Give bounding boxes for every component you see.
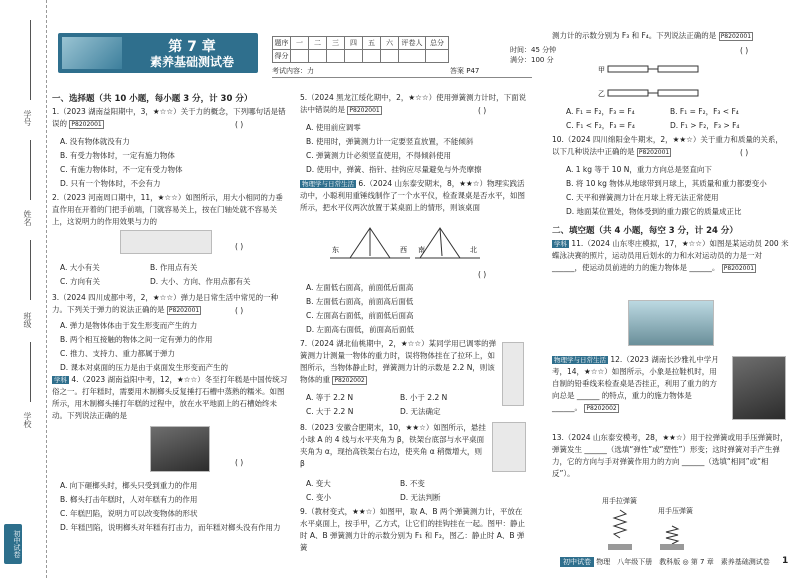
divider — [272, 77, 532, 78]
option-c: C. F₁ < F₂，F₃ = F₄ — [566, 121, 635, 130]
plumb-line-right — [440, 228, 442, 256]
option-d: D. 课本对桌面的压力是由于桌面发生形变而产生的 — [60, 363, 229, 372]
option-c: C. 天平和弹簧测力计在月球上将无法正常使用 — [566, 193, 719, 202]
option-c: C. 大于 2.2 N — [306, 407, 354, 416]
question-code: P8202001 — [168, 307, 200, 314]
option-d: D. 只有一个物体时，不会有力 — [60, 179, 161, 188]
answer-paren[interactable]: ( ) — [235, 458, 244, 467]
option-b: B. 榔头打击年糕时，人对年糕有力的作用 — [60, 495, 198, 504]
question-4 — [52, 374, 288, 422]
score-cell: 一 — [291, 37, 309, 50]
option-c: C. 方向有关 — [60, 277, 101, 286]
question-6 — [300, 178, 528, 214]
score-input[interactable] — [327, 50, 345, 63]
question-code: P8202001 — [638, 149, 670, 156]
option-d: D. 无法判断 — [400, 493, 441, 502]
subject-tag: 物理学与日常生活 — [554, 356, 606, 364]
option-d: D. F₁ > F₂，F₃ > F₄ — [670, 121, 740, 130]
option-a: A. 弹力是物体体由于发生形变而产生的力 — [60, 321, 198, 330]
option-b: B. F₁ = F₂，F₃ < F₄ — [670, 107, 739, 116]
binding-label-school: 学校 — [23, 412, 32, 428]
section-title-choice: 一、选择题（共 10 小题，每小题 3 分，计 30 分） — [52, 94, 253, 104]
footer-text: 物理 八年级下册 教科版 ◎ 第 7 章 素养基础测试卷 — [596, 558, 770, 566]
question-stem: 1.（2023 湖南益阳期中，3，★☆☆）关于力的概念，下列哪句话是错误的 — [52, 107, 286, 128]
option-a: A. 等于 2.2 N — [306, 393, 354, 402]
option-a: A. 大小有关 — [60, 263, 100, 272]
option-c: C. 变小 — [306, 493, 332, 502]
divider — [30, 140, 31, 200]
publisher-logo: 初中试卷 — [4, 524, 22, 564]
score-cell: 四 — [345, 37, 363, 50]
question-7 — [300, 338, 498, 387]
score-input[interactable] — [399, 50, 426, 63]
option-b: B. 小于 2.2 N — [400, 393, 448, 402]
page-number: 1 — [782, 556, 789, 566]
question-12 — [552, 354, 722, 415]
binding-label-class: 班级 — [23, 312, 32, 328]
door-figure — [120, 230, 212, 254]
option-d: D. 左面高右面低，前面高后面低 — [306, 325, 415, 334]
score-cell: 题序 — [273, 37, 291, 50]
question-1 — [52, 106, 288, 131]
question-code: P8202001 — [71, 121, 102, 128]
option-a: A. 1 kg 等于 10 N，重力方向总是竖直向下 — [566, 165, 712, 174]
divider — [30, 342, 31, 402]
question-stem: 测力计的示数分别为 F₃ 和 F₄。下列说法正确的是 — [552, 31, 717, 40]
question-stem: 11.（2024 山东枣庄模拟，17，★☆☆）如图是某运动员 200 米蝶泳决赛的照片，运动员用后划水的力和水对运动员的力是一对 ______，使运动员前进的力的施力物体是 ______。 — [552, 239, 789, 272]
question-9-continued — [552, 30, 790, 43]
base — [608, 544, 632, 550]
option-c: C. 推力、支持力、重力都属于弹力 — [60, 349, 176, 358]
spring-stretched — [614, 510, 626, 538]
score-input[interactable] — [381, 50, 399, 63]
exam-meta — [510, 45, 556, 65]
question-code: P8202001 — [349, 107, 380, 114]
footer-brand: 初中试卷 — [560, 557, 594, 567]
binding-label-student-id: 学号 — [23, 110, 32, 126]
score-input[interactable] — [309, 50, 327, 63]
option-b: B. 使用时，弹簧测力计一定要竖直放置，不能倾斜 — [306, 137, 474, 146]
score-cell: 总分 — [426, 37, 449, 50]
base — [660, 544, 684, 550]
option-c: C. 年糕凹陷，说明力可以改变物体的形状 — [60, 509, 198, 518]
subject-tag: 学科 — [554, 240, 567, 248]
question-2: 2.（2023 河南周口期中，11，★☆☆）如图所示，用大小相同的力垂直作用在开着的门把手前端，门就容易关上，按在门轴处就不容易关上，这说明力的作用效果与力的 — [52, 193, 283, 226]
springs-figure — [600, 506, 710, 552]
banner-image — [62, 37, 122, 69]
score-input[interactable] — [291, 50, 309, 63]
spring-scale-figure — [502, 342, 524, 406]
answer-ref: 答案 P47 — [450, 67, 480, 75]
option-d: D. 地面某位置处，物体受到的重力跟它的质量成正比 — [566, 207, 742, 216]
fig-label-south: 南 — [418, 246, 425, 254]
level-figure — [330, 218, 480, 268]
option-a: A. 没有物体就没有力 — [60, 137, 130, 146]
subject-tag: 物理学与日常生活 — [302, 180, 354, 188]
option-d: D. 使用中，弹簧、指针、挂钩应尽量避免与外壳摩擦 — [306, 165, 482, 174]
question-10 — [552, 134, 790, 159]
page-title: 素养基础测试卷 — [149, 55, 234, 69]
subject-tag: 学科 — [54, 376, 67, 384]
answer-paren[interactable]: ( ) — [478, 106, 487, 115]
option-b: B. 作用点有关 — [150, 263, 198, 272]
question-stem: 5.（2024 黑龙江绥化期中，2，★☆☆）使用弹簧测力计时，下面说法中错误的是 — [300, 93, 527, 114]
option-c: C. 有施力物体时，不一定有受力物体 — [60, 165, 183, 174]
question-8: 8.（2023 安徽合肥期末，10，★★☆）如图所示，悬挂小球 A 的 4 线与水平夹角为 β，铁架台底部与水平桌面夹角为 α，现抬高铁架台右边，使夹角 α 稍微增大，则 β — [300, 423, 486, 468]
option-b: B. 不变 — [400, 479, 425, 488]
binding-strip — [0, 0, 47, 578]
score-cell: 二 — [309, 37, 327, 50]
question-code: P8202001 — [723, 265, 755, 272]
score-input[interactable] — [426, 50, 449, 63]
option-c: C. 弹簧测力计必须竖直使用，不得倾斜使用 — [306, 151, 452, 160]
exam-scope: 考试内容：力 — [272, 67, 314, 75]
option-d: D. 年糕凹陷，说明榔头对年糕有打击力，而年糕对榔头没有作用力 — [60, 523, 281, 532]
answer-paren[interactable]: ( ) — [478, 270, 487, 279]
section-title-fill: 二、填空题（共 4 小题，每空 3 分，计 24 分） — [552, 226, 738, 236]
option-a: A. 变大 — [306, 479, 331, 488]
chapter-label: 第 7 章 — [168, 39, 216, 55]
question-stem: 12.（2023 湖南长沙雅礼中学月考，14，★☆☆）如图所示，小象是拉鞋机时，用自制的铅垂线来检查桌是否挂正，利用了重力的方向总是 ______ 的特点，重力的施力物体是 ______。 — [552, 355, 719, 412]
question-3 — [52, 292, 288, 317]
answer-paren[interactable]: ( ) — [235, 306, 244, 315]
option-b: B. 两个相互接触的物体之间一定有弹力的作用 — [60, 335, 213, 344]
option-b: B. 将 10 kg 物体从地球带到月球上，其质量和重力都要变小 — [566, 179, 767, 188]
fig-label-west: 西 — [400, 246, 407, 254]
score-cell: 三 — [327, 37, 345, 50]
question-stem: 3.（2024 四川成都中考，2，★☆☆）弹力是日常生活中常见的一种力。下列关于弹力的说法正确的是 — [52, 293, 279, 314]
score-input[interactable] — [345, 50, 363, 63]
fig-label-jia: 甲 — [598, 66, 605, 74]
answer-paren[interactable]: ( ) — [235, 242, 244, 251]
divider — [30, 20, 31, 100]
scale-a — [608, 66, 648, 72]
score-table — [272, 36, 449, 63]
iron-stand-figure — [492, 422, 526, 472]
option-d: D. 无法确定 — [400, 407, 441, 416]
score-cell: 五 — [363, 37, 381, 50]
scale-b — [658, 90, 698, 96]
swimmer-photo — [628, 300, 714, 346]
answer-paren[interactable]: ( ) — [235, 120, 244, 129]
time-limit: 时间：45 分钟 — [510, 46, 557, 54]
scale-a — [608, 90, 648, 96]
fig-label-pull: 用手拉弹簧 — [602, 497, 637, 505]
question-stem: 6.（2024 山东泰安期末，8，★★☆）物理实践活动中，小聪利用重锤线制作了一个水平仪，检查课桌是否水平，如图所示，把水平仪两次放置于某桌面上的情形，则该桌面 — [300, 179, 525, 212]
question-stem: 7.（2024 湖北仙桃期中，2，★☆☆）某同学用已调零的弹簧测力计测量一物体的重力时，误将物体挂在了拉环上，如图所示，当物体静止时，弹簧测力计的示数是 2.2 N，则该物体的重 — [300, 339, 497, 384]
scale-b — [658, 66, 698, 72]
fig-label-press: 用手压弹簧 — [658, 507, 693, 515]
option-b: B. 有受力物体时，一定有施力物体 — [60, 151, 175, 160]
option-a: A. 向下砸榔头时，榔头只受到重力的作用 — [60, 481, 198, 490]
spring-scales-figure — [598, 60, 708, 104]
fig-label-east: 东 — [332, 246, 339, 254]
question-code: P8202002 — [334, 377, 365, 384]
option-d: D. 大小、方向、作用点都有关 — [150, 277, 251, 286]
fig-label-north: 北 — [470, 246, 477, 254]
question-11 — [552, 238, 790, 275]
question-stem: 10.（2024 四川绵阳金牛期末，2，★★☆）关于重力和质量的关系，以下几种说法中正确的是 — [552, 135, 783, 156]
binding-label-name: 姓名 — [23, 210, 32, 226]
option-a: A. 使用前应调零 — [306, 123, 361, 132]
option-b: B. 左面低右面高，前面高后面低 — [306, 297, 414, 306]
question-9: 9.（教材变式，★★☆）如图甲，取 A、B 两个弹簧测力计，平放在水平桌面上，按手甲，乙方式，让它们的挂钩挂在一起。图甲：静止时 A、B 弹簧测力计的示数分别为 F₁ 和 F₂，图乙：静止时 A、B 弹簧 — [300, 507, 525, 552]
score-input[interactable] — [363, 50, 381, 63]
answer-paren[interactable]: ( ) — [740, 46, 749, 55]
score-cell: 评卷人 — [399, 37, 426, 50]
page-footer — [560, 557, 770, 567]
option-a: A. 左面低右面高，前面低后面高 — [306, 283, 414, 292]
question-5 — [300, 92, 528, 117]
question-stem: 4.（2023 湖南益阳中考，12，★☆☆）冬至打年糕是中国传统习俗之一。打年糕时，需要用木制榔头反复捶打石槽中蒸熟的糯米。如图所示，用木制榔头捶打年糕的过程中，放在水平地面上的石槽始终未动。下列说法正确的是 — [52, 375, 288, 420]
spring-compressed — [666, 526, 678, 544]
full-score: 满分：100 分 — [510, 56, 554, 64]
question-code: P8202001 — [720, 33, 752, 40]
rice-cake-photo — [150, 426, 210, 472]
fig-label-yi: 乙 — [598, 90, 605, 98]
chapter-banner — [58, 33, 258, 73]
score-cell: 六 — [381, 37, 399, 50]
question-code: P8202002 — [586, 405, 617, 412]
question-13: 13.（2024 山东泰安模考，28，★★☆）用于拉弹簧或用手压弹簧时，弹簧发生 ______（选填“弹性”或“塑性”）形变；这时弹簧对手产生弹力，它的方向与手对弹簧作用力的方向 ______（选填“相同”或“相反”）。 — [552, 433, 788, 478]
answer-paren[interactable]: ( ) — [740, 148, 749, 157]
option-c: C. 左面高右面低，前面低后面高 — [306, 311, 414, 320]
score-cell: 得分 — [273, 50, 291, 63]
plumb-line-photo — [732, 356, 786, 420]
option-a: A. F₁ = F₂，F₃ = F₄ — [566, 107, 635, 116]
divider — [30, 240, 31, 300]
